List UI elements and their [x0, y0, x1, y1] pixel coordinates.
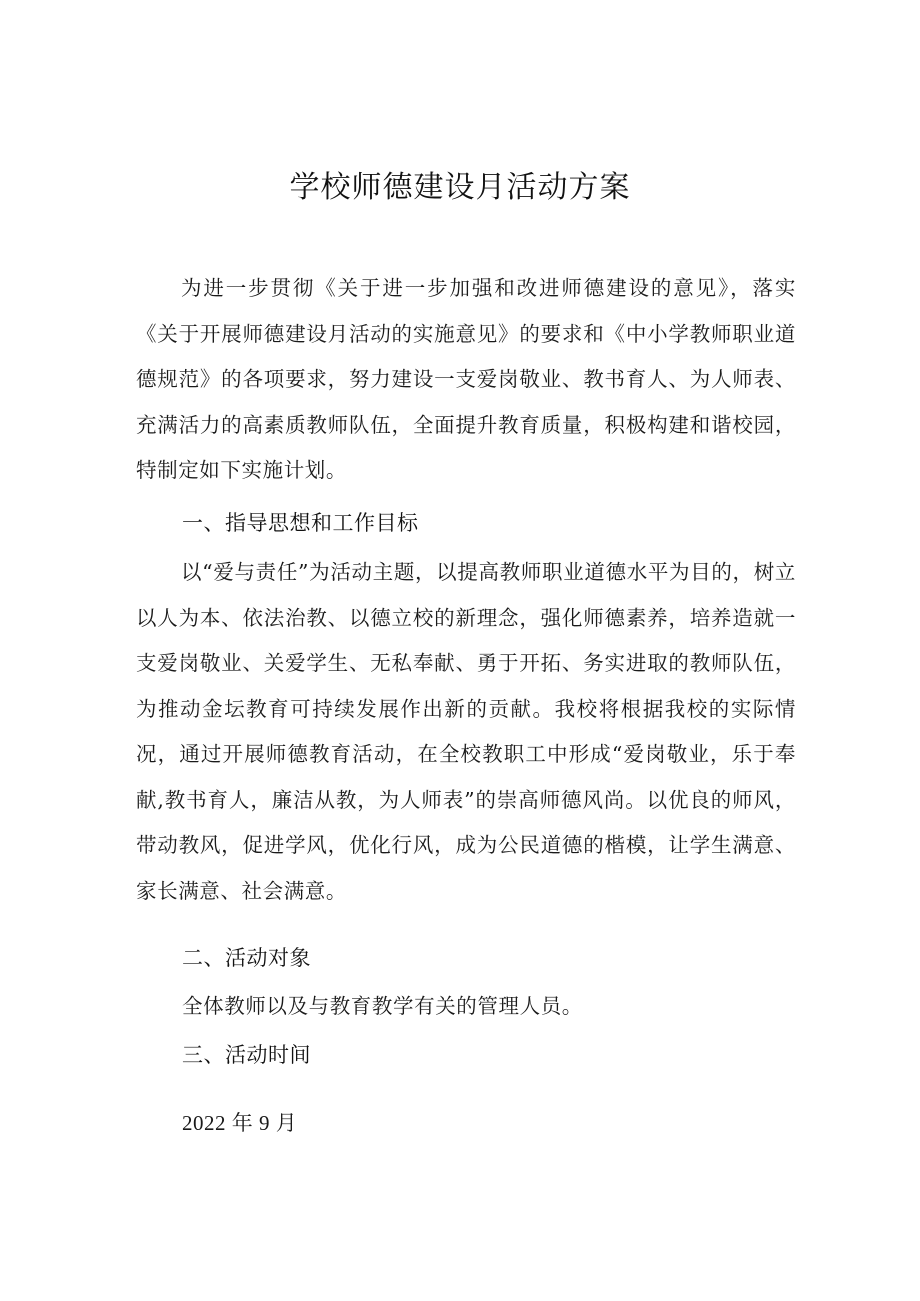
intro-paragraph: 为进一步贯彻《关于进一步加强和改进师德建设的意见》，落实《关于开展师德建设月活动的实施意见》的要求和《中小学教师职业道德规范》的各项要求，努力建设一支爱岗敬业、教书育人、为人师表、充满活力的高素质教师队伍，全面提升教育质量，积极构建和谐校园，特制定如下实施计划。 [136, 276, 796, 482]
section-1-heading: 一、指导思想和工作目标 [182, 511, 419, 535]
section-1-body: 以“爱与责任”为活动主题，以提高教师职业道德水平为目的，树立以人为本、依法治教、以德立校的新理念，强化师德素养，培养造就一支爱岗敬业、关爱学生、无私奉献、勇于开拓、务实进取的教师队伍，为推动金坛教育可持续发展作出新的贡献。我校将根据我校的实际情况，通过开展师德教育活动，在全校教职工中形成“爱岗敬业，乐于奉献,教书育人，廉洁从教，为人师表”的崇高师德风尚。以优良的师风，带动教风，促进学风，优化行风，成为公民道德的楷模，让学生满意、家长满意、社会满意。 [136, 560, 796, 903]
section-3-date: 2022 年 9 月 [182, 1111, 298, 1135]
section-3-heading: 三、活动时间 [182, 1043, 311, 1067]
section-2-body: 全体教师以及与教育教学有关的管理人员。 [182, 994, 583, 1018]
section-2-heading: 二、活动对象 [182, 946, 311, 970]
document-title: 学校师德建设月活动方案 [289, 170, 631, 205]
